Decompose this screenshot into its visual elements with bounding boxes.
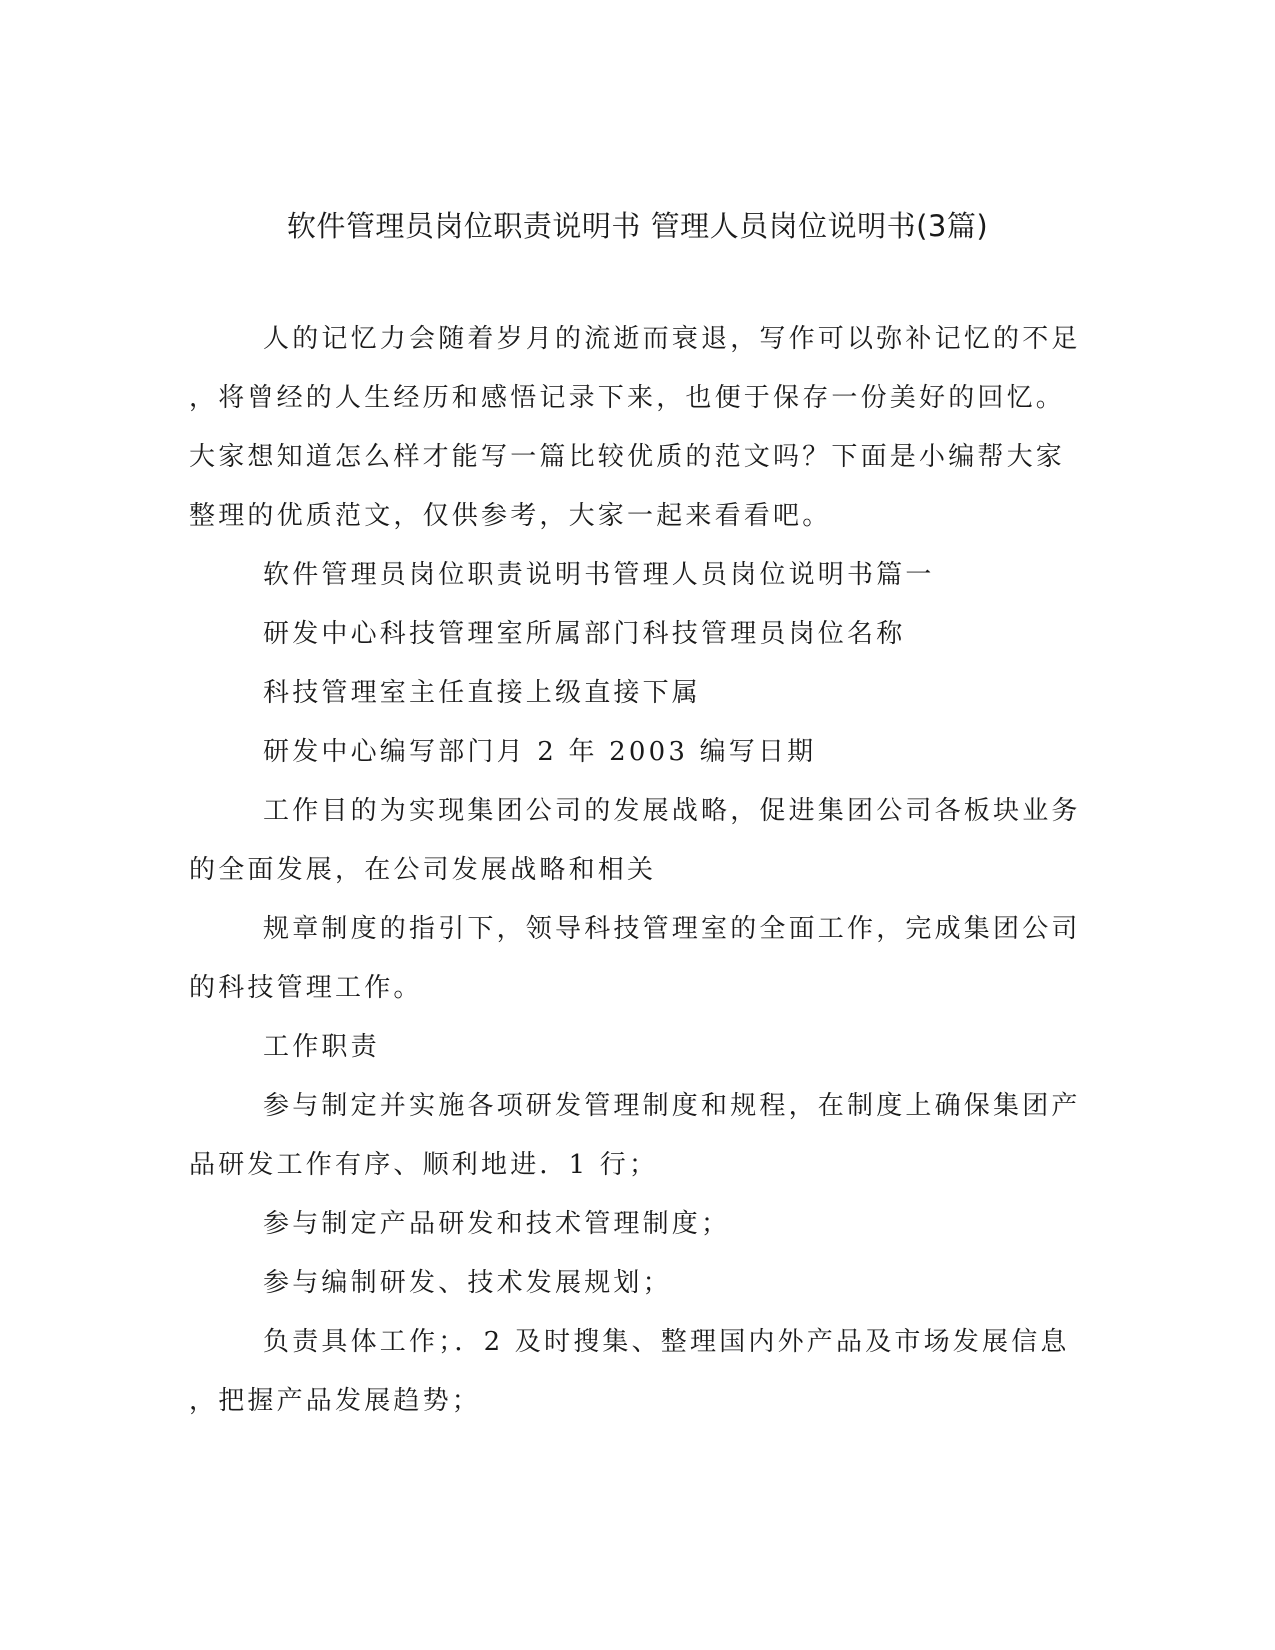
section-heading: 工作职责 <box>263 1032 380 1062</box>
document-title: 软件管理员岗位职责说明书 管理人员岗位说明书(3篇) <box>286 209 989 243</box>
paragraph-line: ，将曾经的人生经历和感悟记录下来，也便于保存一份美好的回忆。 <box>189 383 1066 413</box>
paragraph-line: 人的记忆力会随着岁月的流逝而衰退，写作可以弥补记忆的不足 <box>263 324 1081 354</box>
paragraph-line: 负责具体工作；．2 及时搜集、整理国内外产品及市场发展信息 <box>263 1327 1070 1357</box>
paragraph-line: 研发中心编写部门月 2 年 2003 编写日期 <box>263 737 817 767</box>
paragraph-line: 整理的优质范文，仅供参考，大家一起来看看吧。 <box>189 501 832 531</box>
paragraph-line: 研发中心科技管理室所属部门科技管理员岗位名称 <box>263 619 906 649</box>
paragraph-line: 参与制定并实施各项研发管理制度和规程，在制度上确保集团产 <box>263 1091 1081 1121</box>
paragraph-line: 参与制定产品研发和技术管理制度； <box>263 1209 731 1239</box>
paragraph-line: 参与编制研发、技术发展规划； <box>263 1268 672 1298</box>
paragraph-line: 规章制度的指引下，领导科技管理室的全面工作，完成集团公司 <box>263 914 1081 944</box>
section-heading: 软件管理员岗位职责说明书管理人员岗位说明书篇一 <box>263 560 935 590</box>
paragraph-line: 工作目的为实现集团公司的发展战略，促进集团公司各板块业务 <box>263 796 1081 826</box>
paragraph-line: 品研发工作有序、顺利地进．1 行； <box>189 1150 659 1180</box>
paragraph-line: ，把握产品发展趋势； <box>189 1386 482 1416</box>
paragraph-line: 科技管理室主任直接上级直接下属 <box>263 678 702 708</box>
paragraph-line: 大家想知道怎么样才能写一篇比较优质的范文吗？下面是小编帮大家 <box>189 442 1066 472</box>
paragraph-line: 的全面发展，在公司发展战略和相关 <box>189 855 657 885</box>
paragraph-line: 的科技管理工作。 <box>189 973 423 1003</box>
